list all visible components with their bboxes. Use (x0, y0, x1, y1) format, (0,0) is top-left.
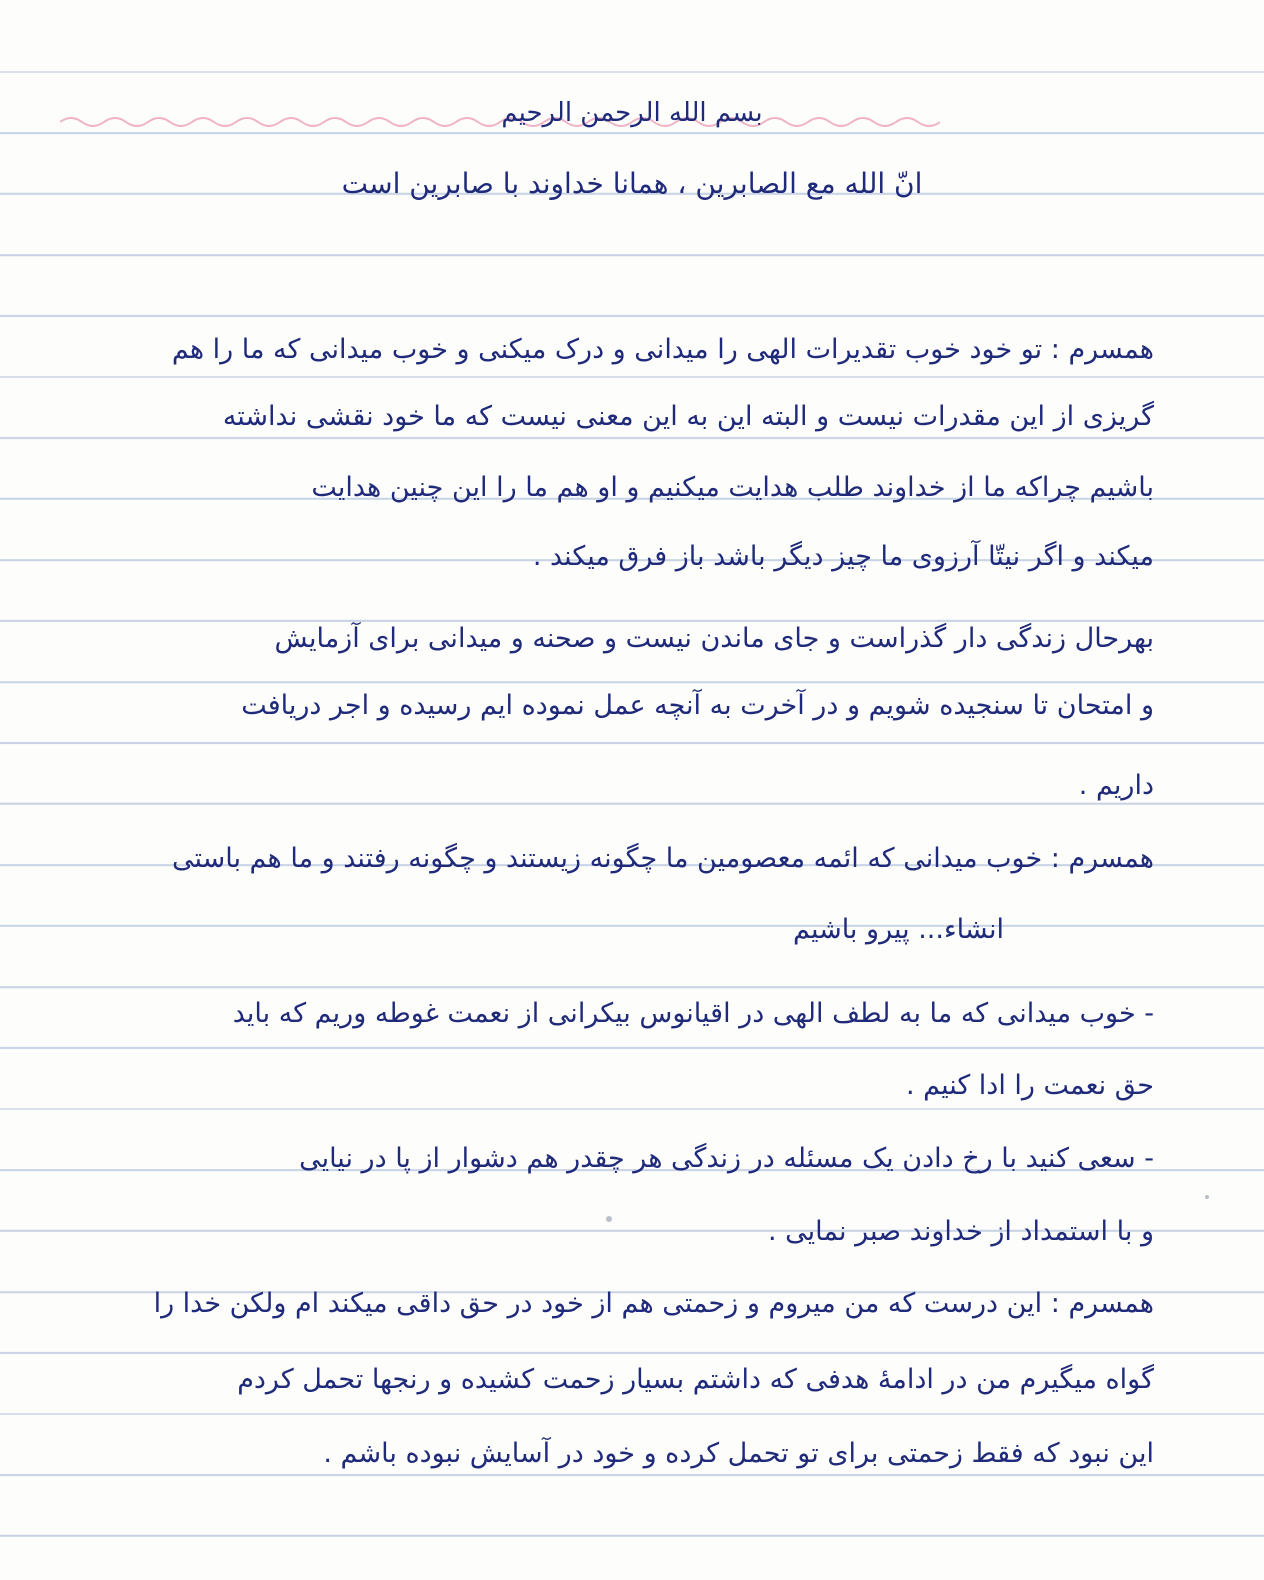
letter-line: همسرم : تو خود خوب تقدیرات الهی را میدانی و درک میکنی و خوب میدانی که ما را هم (171, 334, 1154, 365)
letter-line: و امتحان تا سنجیده شویم و در آخرت به آنچه عمل نموده ایم رسیده و اجر دریافت (241, 690, 1154, 721)
letter-line: - سعی کنید با رخ دادن یک مسئله در زندگی هر چقدر هم دشوار از پا در نیایی (299, 1143, 1154, 1174)
letter-line: گواه میگیرم من در ادامهٔ هدفی که داشتم بسیار زحمت کشیده و رنجها تحمل کردم (237, 1364, 1154, 1395)
paper-speck (1205, 1195, 1209, 1199)
letter-line: همسرم : این درست که من میروم و زحمتی هم از خود در حق داقی میکند ام ولکن خدا را (153, 1288, 1154, 1319)
bismillah-heading: بسم الله الرحمن الرحیم (501, 98, 763, 128)
letter-line: میکند و اگر نیتّا آرزوی ما چیز دیگر باشد باز فرق میکند . (532, 541, 1154, 572)
letter-line: همسرم : خوب میدانی که ائمه معصومین ما چگونه زیستند و چگونه رفتند و ما هم باستی (171, 843, 1154, 874)
paper-speck (606, 1216, 612, 1222)
letter-line: حق نعمت را ادا کنیم . (905, 1070, 1154, 1101)
letter-line: انشاء... پیرو باشیم (792, 914, 1004, 945)
letter-line: داریم . (1078, 770, 1154, 801)
letter-line: و با استمداد از خداوند صبر نمایی . (768, 1216, 1154, 1247)
quran-verse-line: انّ الله مع الصابرین ، همانا خداوند با صابرین است (341, 167, 923, 200)
letter-line: بهرحال زندگی دار گذراست و جای ماندن نیست و صحنه و میدانی برای آزمایش (274, 623, 1154, 654)
letter-line: این نبود که فقط زحمتی برای تو تحمل کرده و خود در آسایش نبوده باشم . (323, 1438, 1154, 1469)
letter-line: باشیم چراکه ما از خداوند طلب هدایت میکنیم و او هم ما را این چنین هدایت (311, 472, 1154, 503)
letter-line: گریزی از این مقدرات نیست و البته این به این معنی نیست که ما خود نقشی نداشته (222, 401, 1154, 432)
letter-line: - خوب میدانی که ما به لطف الهی در اقیانوس بیکرانی از نعمت غوطه وریم که باید (232, 998, 1154, 1029)
